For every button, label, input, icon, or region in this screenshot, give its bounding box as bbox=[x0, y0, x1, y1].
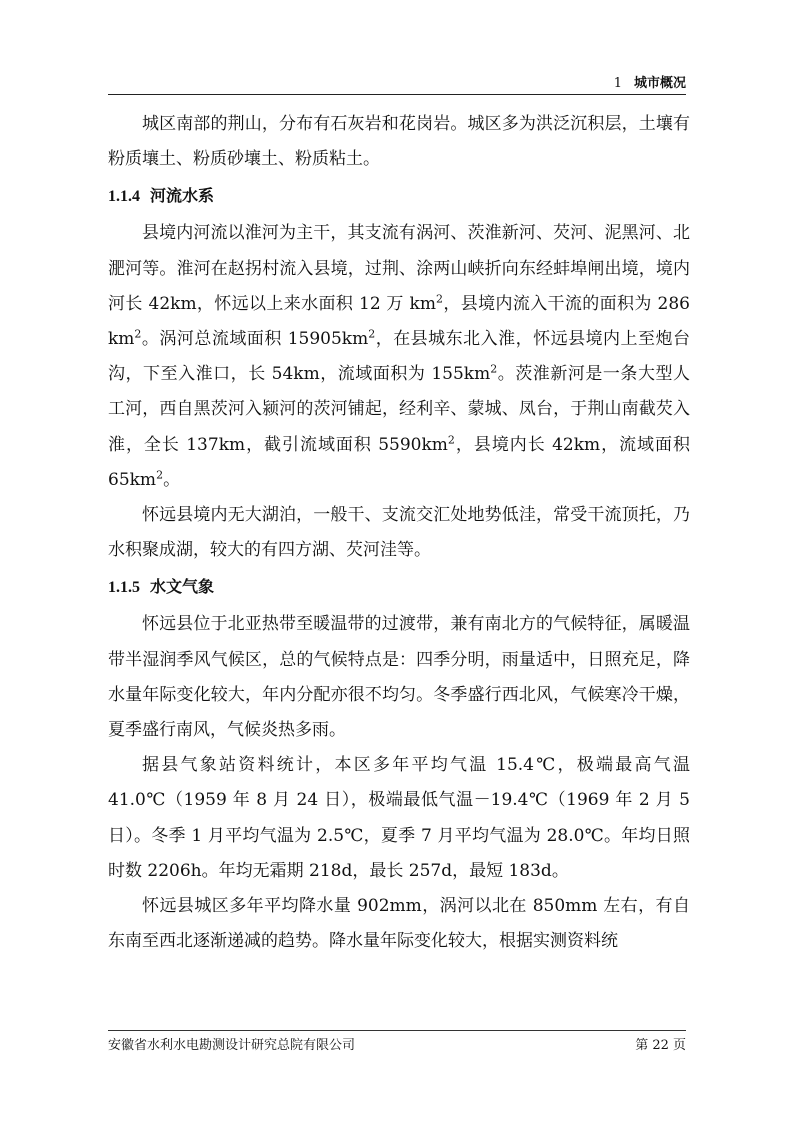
section-title: 河流水系 bbox=[150, 186, 215, 206]
section-heading-climate bbox=[108, 568, 690, 607]
text-run: ，在县城东北入淮，怀远县境内上至炮台沟，下至入淮口，长 54km，流域面积为 155km bbox=[108, 329, 691, 385]
paragraph: 城区南部的荆山，分布有石灰岩和花岗岩。城区多为洪泛沉积层，土壤有粉质壤土、粉质砂壤土、粉质粘土。 bbox=[108, 114, 690, 170]
paragraph-climate-3: 怀远县城区多年平均降水量 902mm，涡河以北在 850mm 左右，有自东南至西北逐渐递减的趋势。降水量年际变化较大，根据实测资料统 bbox=[108, 896, 690, 952]
section-number: 1.1.4 bbox=[108, 188, 140, 206]
chapter-title: 城市概况 bbox=[633, 76, 686, 91]
text-run: 。 bbox=[163, 469, 181, 490]
page-footer bbox=[108, 1034, 686, 1053]
text-run: ，县境内流入干流的面积为 286 km bbox=[108, 293, 690, 350]
page-header bbox=[108, 72, 686, 95]
superscript: 2 bbox=[156, 468, 164, 482]
page-number: 第 22 页 bbox=[635, 1038, 686, 1053]
footer-rule bbox=[108, 1030, 686, 1031]
section-title: 水文气象 bbox=[150, 577, 215, 597]
superscript: 2 bbox=[447, 432, 455, 446]
text-run: 。涡河总流域面积 15905km bbox=[141, 329, 369, 350]
text-run: ，县境内长 42km，流域面积 65km bbox=[108, 434, 690, 490]
company-name: 安徽省水利水电勘测设计研究总院有限公司 bbox=[108, 1038, 356, 1053]
page-body bbox=[108, 107, 690, 959]
superscript: 2 bbox=[368, 327, 376, 341]
section-number: 1.1.5 bbox=[108, 579, 140, 597]
text-run: 县境内河流以淮河为主干，其支流有涡河、茨淮新河、芡河、泥黑河、北淝河等。淮河在赵拐村流入县境，过荆、涂两山峡折向东经蚌埠闸出境，境内河长 42km，怀远以上来水面积 12 万 km bbox=[108, 223, 690, 314]
header-rule bbox=[108, 94, 686, 95]
text-run: 。茨淮新河是一条大型人工河，西自黑茨河入颍河的茨河铺起，经利辛、蒙城、凤台，于荆山南截芡入淮，全长 137km，截引流域面积 5590km bbox=[108, 364, 691, 455]
superscript: 2 bbox=[134, 327, 142, 341]
paragraph-climate-2: 据县气象站资料统计，本区多年平均气温 15.4℃，极端最高气温 41.0℃（1959 年 8 月 24 日），极端最低气温－19.4℃（1969 年 2 月 5 日）。冬季 1 月平均气温为 2.5℃，夏季 7 月平均气温为 28.0℃。年均日照时数 2206h。年均无霜期 218d，最长 257d，最短 183d。 bbox=[108, 755, 690, 881]
superscript: 2 bbox=[490, 362, 498, 376]
paragraph-rivers-2: 怀远县境内无大湖泊，一般干、支流交汇处地势低洼，常受干流顶托，乃水积聚成湖，较大的有四方湖、芡河洼等。 bbox=[108, 505, 690, 561]
section-heading-rivers bbox=[108, 177, 690, 216]
superscript: 2 bbox=[435, 292, 443, 306]
paragraph-rivers-1 bbox=[108, 216, 690, 498]
paragraph-climate-1: 怀远县位于北亚热带至暖温带的过渡带，兼有南北方的气候特征，属暖温带半湿润季风气候区，总的气候特点是：四季分明，雨量适中，日照充足，降水量年际变化较大，年内分配亦很不均匀。冬季盛行西北风，气候寒冷干燥，夏季盛行南风，气候炎热多雨。 bbox=[108, 614, 690, 741]
chapter-number: 1 bbox=[613, 76, 622, 91]
